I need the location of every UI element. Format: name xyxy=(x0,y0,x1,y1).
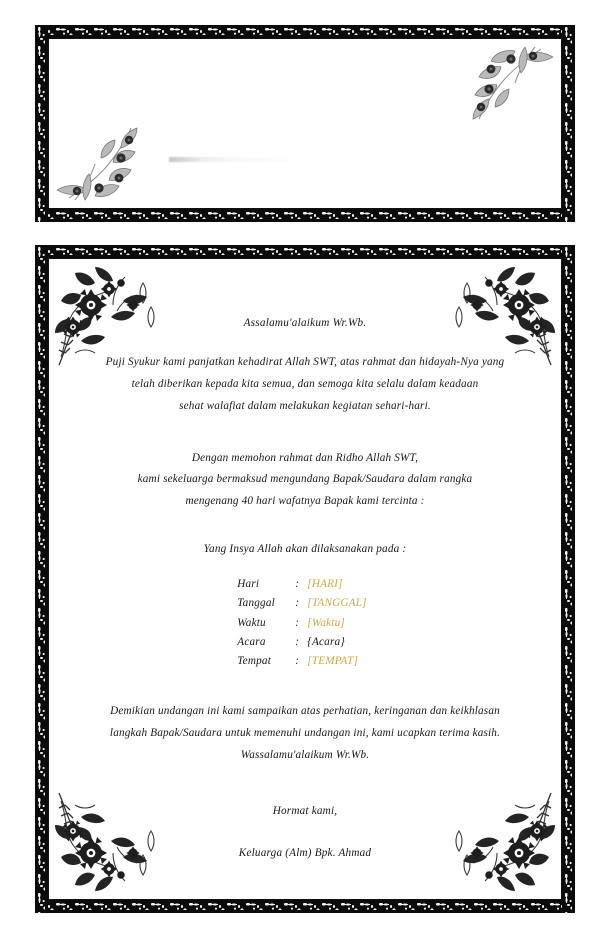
detail-colon: : xyxy=(295,616,300,629)
chain-motif-icon xyxy=(35,900,575,913)
signature-name: Keluarga (Alm) Bpk. Ahmad xyxy=(238,846,372,859)
opening-paragraph xyxy=(91,352,519,418)
border-band-top xyxy=(35,245,575,258)
chain-motif-icon xyxy=(562,245,575,913)
detail-value-acara[interactable]: {Acara} xyxy=(307,635,345,648)
edelweiss-flower-icon xyxy=(463,41,559,127)
purpose-line: mengenang 40 hari wafatnya Bapak kami tercinta : xyxy=(185,495,425,508)
detail-value-hari[interactable]: [HARI] xyxy=(307,578,343,591)
detail-row-acara xyxy=(237,633,366,652)
detail-colon: : xyxy=(295,578,300,591)
event-details-list xyxy=(237,575,366,671)
chain-motif-icon xyxy=(35,25,48,222)
top-blank-card xyxy=(35,25,575,222)
greeting-text: Assalamu'alaikum Wr.Wb. xyxy=(243,317,367,329)
signature-label: Hormat kami, xyxy=(272,804,338,817)
detail-value-tanggal[interactable]: [TANGGAL] xyxy=(307,597,367,610)
detail-colon: : xyxy=(295,597,300,610)
detail-value-waktu[interactable]: [Waktu] xyxy=(307,616,345,629)
faint-smudge-artifact xyxy=(169,157,289,162)
opening-line: sehat walafiat dalam melakukan kegiatan sehari-hari. xyxy=(179,399,431,412)
border-band-right xyxy=(562,245,575,913)
opening-line: telah diberikan kepada kita semua, dan semoga kita selalu dalam keadaan xyxy=(131,377,479,390)
detail-row-tanggal xyxy=(237,594,366,613)
detail-colon: : xyxy=(295,655,300,668)
chain-motif-icon xyxy=(35,245,48,913)
closing-line: Wassalamu'alaikum Wr.Wb. xyxy=(240,749,370,762)
top-card-paper xyxy=(49,39,561,208)
detail-label: Tanggal xyxy=(237,597,275,610)
closing-line: Demikian undangan ini kami sampaikan atas perhatian, keringanan dan keikhlasan xyxy=(110,705,500,718)
border-band-bottom xyxy=(35,209,575,222)
chain-motif-icon xyxy=(562,25,575,222)
purpose-line: Dengan memohon rahmat dan Ridho Allah SWT, xyxy=(191,451,419,464)
closing-line: langkah Bapak/Saudara untuk memenuhi undangan ini, kami ucapkan terima kasih. xyxy=(109,727,501,740)
invitation-content xyxy=(49,259,561,859)
detail-row-tempat xyxy=(237,652,366,671)
purpose-paragraph xyxy=(91,448,519,514)
purpose-line: kami sekeluarga bermaksud mengundang Bapak/Saudara dalam rangka xyxy=(137,473,473,486)
detail-label: Tempat xyxy=(237,655,272,668)
border-band-bottom xyxy=(35,900,575,913)
opening-line: Puji Syukur kami panjatkan kehadirat Allah SWT, atas rahmat dan hidayah-Nya yang xyxy=(105,356,505,368)
border-band-left xyxy=(35,245,48,913)
border-band-top xyxy=(35,25,575,38)
detail-row-hari xyxy=(237,575,366,594)
detail-label: Hari xyxy=(237,578,260,591)
invitation-paper xyxy=(49,259,561,899)
detail-row-waktu xyxy=(237,614,366,633)
chain-motif-icon xyxy=(35,25,575,38)
border-band-left xyxy=(35,25,48,222)
chain-motif-icon xyxy=(35,245,575,258)
invitation-card xyxy=(35,245,575,913)
detail-value-tempat[interactable]: [TEMPAT] xyxy=(307,655,358,668)
detail-colon: : xyxy=(295,635,300,648)
edelweiss-flower-icon xyxy=(51,120,147,206)
schedule-lead-text: Yang Insya Allah akan dilaksanakan pada : xyxy=(203,543,407,556)
chain-motif-icon xyxy=(35,209,575,222)
detail-label: Acara xyxy=(237,635,266,648)
border-band-right xyxy=(562,25,575,222)
detail-label: Waktu xyxy=(237,616,266,629)
closing-paragraph xyxy=(91,701,519,767)
